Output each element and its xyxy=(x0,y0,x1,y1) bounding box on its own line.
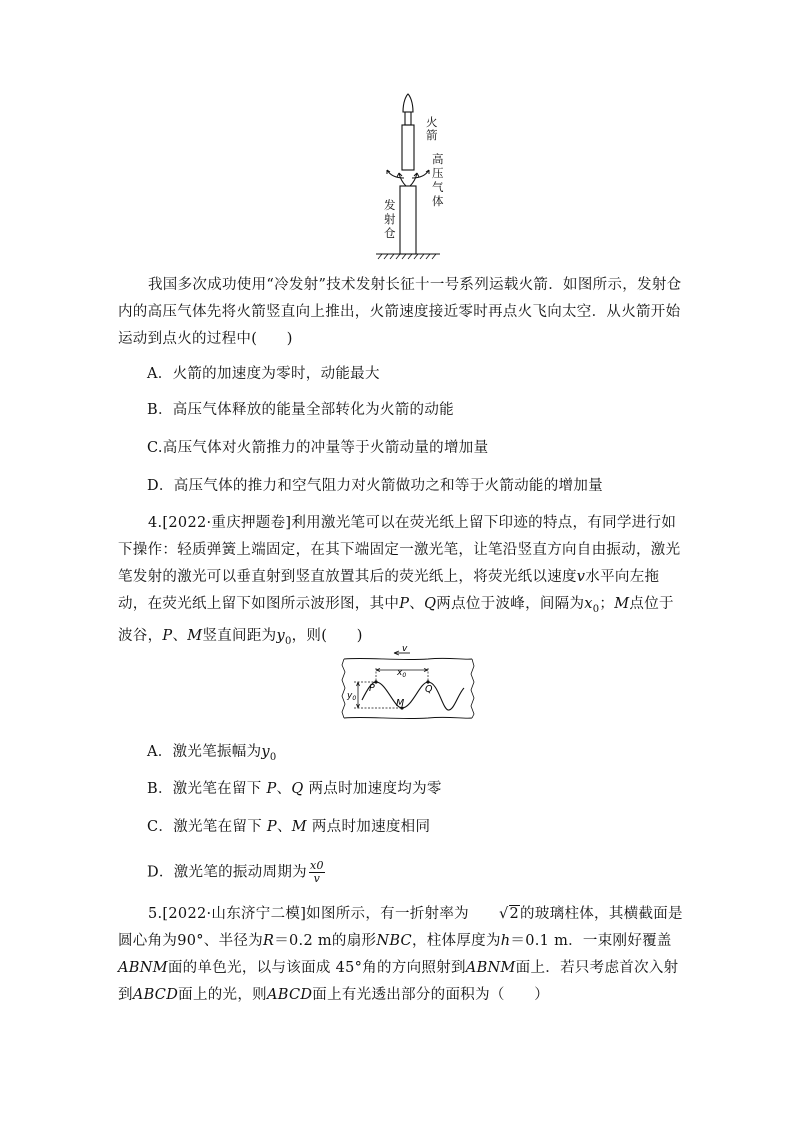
q3-stem: 我国多次成功使用“冷发射”技术发射长征十一号系列运载火箭．如图所示，发射仓内的高压气体先将火箭竖直向上推出，火箭速度接近零时再点火飞向太空．从火箭开始运动到点火的过程中( ) xyxy=(118,277,682,347)
M-label: M xyxy=(396,698,405,709)
rocket-upper xyxy=(405,112,411,125)
label-rocket: 火箭 xyxy=(426,115,438,142)
y0-label: $y_0$ xyxy=(347,691,357,702)
x0-label: $x_0$ xyxy=(397,668,407,679)
rocket-nose xyxy=(403,94,413,112)
q4-option-b: B．激光笔在留下 P、Q 两点时加速度均为零 xyxy=(147,781,442,797)
q5-stem: 5.[2022·山东济宁二模]如图所示，有一折射率为 √2的玻璃柱体，其横截面是圆心角为90°、半径为R＝0.2 m的扇形NBC，柱体厚度为h＝0.1 m．一束刚好覆盖ABNM面的单色光，以与该面成 45°角的方向照射到ABNM面上．若只考虑首次入射到ABCD面上的光，则ABCD面上有光透出部分的面积为（ ） xyxy=(118,901,683,1009)
Q-label: Q xyxy=(425,684,433,695)
q4-option-c: C．激光笔在留下 P、M 两点时加速度相同 xyxy=(147,819,431,835)
silo xyxy=(400,186,416,254)
period-fraction: $\frac{x0}{v}$ xyxy=(309,859,324,885)
q4-option-a: A．激光笔振幅为$y_0$ xyxy=(147,744,277,763)
q3-option-d: D．高压气体的推力和空气阻力对火箭做功之和等于火箭动能的增加量 xyxy=(147,478,603,494)
q3-option-c: C.高压气体对火箭推力的冲量等于火箭动量的增加量 xyxy=(147,440,489,456)
label-high-pressure-gas: 高压气体 xyxy=(432,152,444,208)
wave-curve xyxy=(362,682,464,710)
rocket-silo-figure xyxy=(366,90,458,262)
q4-stem: 4.[2022·重庆押题卷]利用激光笔可以在荧光纸上留下印迹的特点，有同学进行如下操作：轻质弹簧上端固定，在其下端固定一激光笔，让笔沿竖直方向自由振动，激光笔发射的激光可以垂直射到竖直放置其后的荧光纸上，将荧光纸以速度v水平向左拖动，在荧光纸上留下如图所示波形图，其中P、Q两点位于波峰，间隔为$x_0$；M点位于波谷，P、M竖直间距为$y_0$，则( ) xyxy=(118,515,681,647)
rocket-body xyxy=(402,125,414,170)
q4-option-d: D．激光笔的振动周期为 $\frac{x0}{v}$ xyxy=(147,859,324,885)
sqrt-2: √2 xyxy=(498,906,520,922)
v-label: v xyxy=(402,644,408,654)
P-label: P xyxy=(369,683,375,694)
waveform-figure xyxy=(338,642,478,724)
q3-option-a: A．火箭的加速度为零时，动能最大 xyxy=(147,366,380,382)
label-launch-silo: 发射仓 xyxy=(384,198,396,240)
q3-option-b: B．高压气体释放的能量全部转化为火箭的动能 xyxy=(147,402,454,418)
